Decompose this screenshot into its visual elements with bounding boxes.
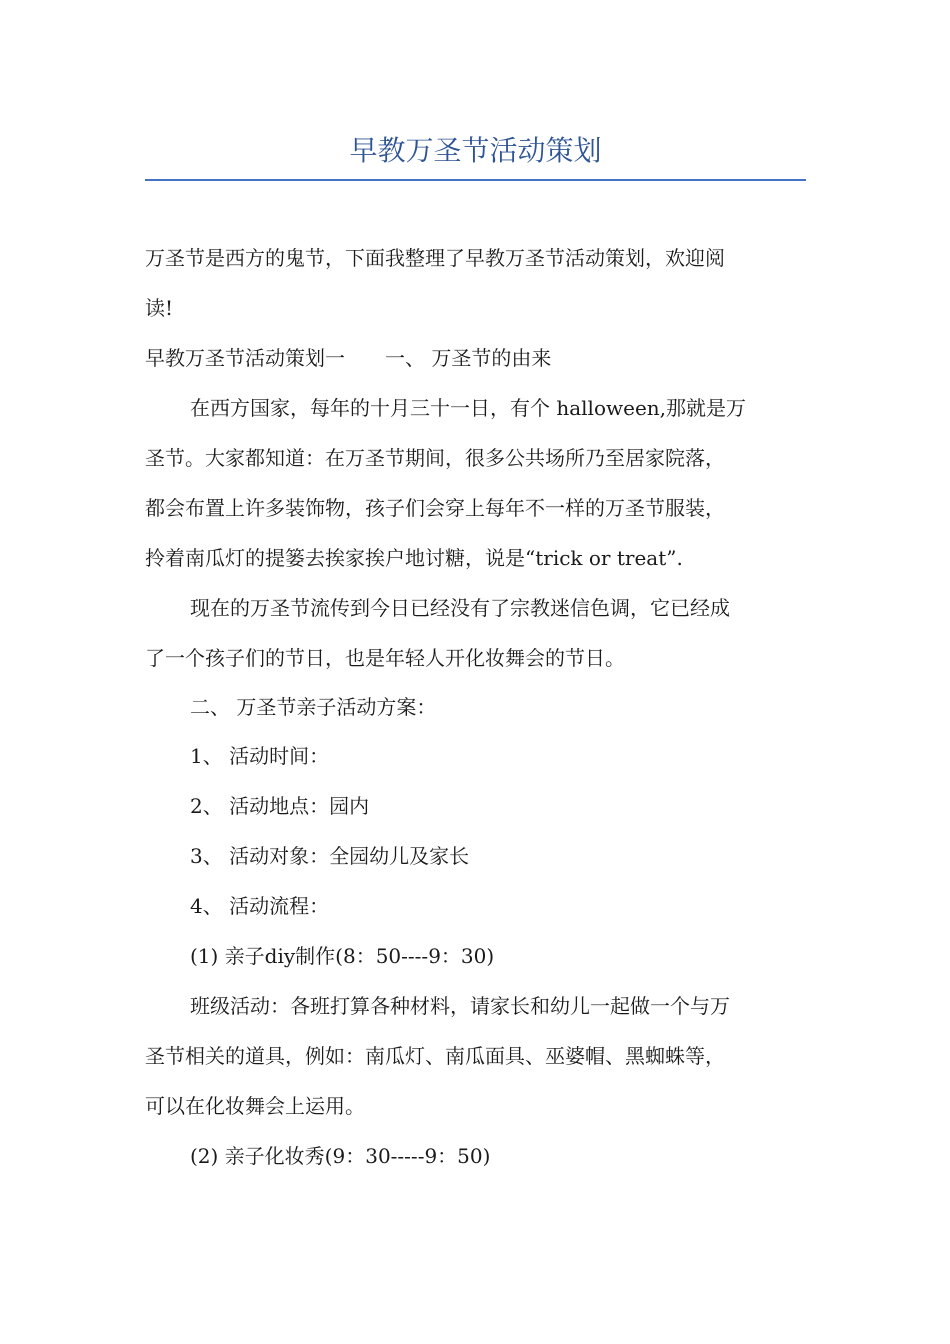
- list-item: 1、 活动时间：: [190, 744, 330, 768]
- paragraph-line: 了一个孩子们的节日，也是年轻人开化妆舞会的节日。: [145, 646, 625, 670]
- paragraph-line: 拎着南瓜灯的提篓去挨家挨户地讨糖，说是“trick or treat”.: [145, 546, 683, 570]
- sub-item: (1) 亲子diy制作(8：50----9：30): [190, 944, 495, 968]
- paragraph-line: 现在的万圣节流传到今日已经没有了宗教迷信色调，它已经成: [190, 596, 730, 620]
- paragraph-line: 圣节相关的道具，例如：南瓜灯、南瓜面具、巫婆帽、黑蜘蛛等，: [145, 1044, 725, 1068]
- paragraph-line: 可以在化妆舞会上运用。: [145, 1094, 365, 1118]
- list-item: 3、 活动对象：全园幼儿及家长: [190, 844, 470, 868]
- paragraph-line: 圣节。大家都知道：在万圣节期间，很多公共场所乃至居家院落，: [145, 446, 725, 470]
- paragraph-line: 班级活动：各班打算各种材料，请家长和幼儿一起做一个与万: [190, 994, 730, 1018]
- sub-item: (2) 亲子化妆秀(9：30-----9：50): [190, 1144, 491, 1168]
- title-underline: [145, 179, 806, 181]
- document-title: 早教万圣节活动策划: [349, 134, 602, 167]
- list-item: 2、 活动地点：园内: [190, 794, 370, 818]
- list-item: 4、 活动流程：: [190, 894, 330, 918]
- intro-line-1: 万圣节是西方的鬼节，下面我整理了早教万圣节活动策划，欢迎阅: [145, 246, 725, 270]
- section-heading-1: 早教万圣节活动策划一 一、 万圣节的由来: [145, 346, 552, 370]
- intro-line-2: 读!: [145, 296, 174, 320]
- section-heading-2: 二、 万圣节亲子活动方案：: [190, 695, 437, 719]
- paragraph-line: 在西方国家，每年的十月三十一日，有个 halloween,那就是万: [190, 396, 747, 420]
- paragraph-line: 都会布置上许多装饰物，孩子们会穿上每年不一样的万圣节服装，: [145, 496, 725, 520]
